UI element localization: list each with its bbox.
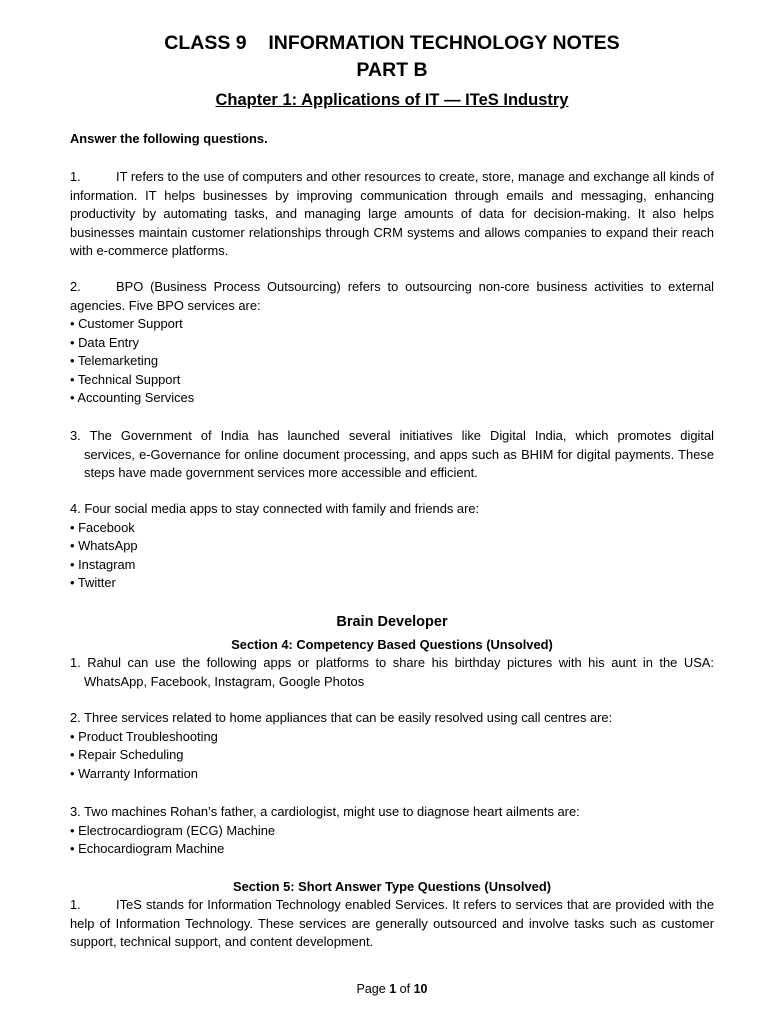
list-item: • Data Entry [70, 334, 139, 350]
answer-text: 3. Two machines Rohan’s father, a cardiologist, might use to diagnose heart ailments are: [70, 804, 580, 819]
section-5-answer-1 [70, 896, 714, 952]
chapter-heading-text: Chapter 1: Applications of IT — ITeS Industry [215, 91, 569, 109]
answer-text: 4. Four social media apps to stay connected with family and friends are: [70, 501, 480, 516]
answer-text: IT refers to the use of computers and other resources to create, store, manage and exchange all kinds of information. IT helps businesses by improving communication through emails and messaging, enhancing productivity by automating tasks, and managing large amounts of data for decision-making. It also helps businesses maintain customer relationships through CRM systems and allows companies to expand their reach with e-commerce platforms. [70, 169, 714, 258]
answer-number: 2. [70, 279, 81, 294]
answer-4 [70, 500, 714, 593]
list-item: • Accounting Services [70, 390, 195, 405]
answer-text: ITeS stands for Information Technology enabled Services. It refers to services that are provided with the help of Information Technology. These services are generally outsourced and involve tasks such as customer support, technical support, and content development. [70, 897, 714, 949]
list-item: • Repair Scheduling [70, 747, 184, 762]
list-item: • Electrocardiogram (ECG) Machine [70, 822, 276, 838]
page-label: Page [356, 982, 386, 996]
list-item: • Product Troubleshooting [70, 728, 218, 744]
document-subtitle: PART B [356, 59, 428, 81]
instructions: Answer the following questions. [70, 131, 268, 146]
section-4-answer-3 [70, 803, 714, 859]
chapter-heading [0, 89, 768, 111]
answer-number: 1. [70, 897, 81, 912]
list-item: • Warranty Information [70, 765, 198, 781]
answer-3 [70, 427, 714, 483]
list-item: • Twitter [70, 575, 116, 590]
answer-text: 2. Three services related to home appliances that can be easily resolved using call centres are: [70, 710, 613, 725]
list-item: • Echocardiogram Machine [70, 841, 225, 856]
section-4-answer-2 [70, 709, 714, 783]
list-item: • Technical Support [70, 371, 181, 387]
answer-2 [70, 278, 714, 315]
list-item: • Instagram [70, 556, 136, 572]
of-label: of [399, 982, 411, 996]
list-item: • WhatsApp [70, 538, 138, 553]
section-5-heading: Section 5: Short Answer Type Questions (Unsolved) [232, 879, 552, 894]
list-item: • Telemarketing [70, 353, 159, 368]
total-pages: 10 [413, 982, 428, 996]
answer-text-continued: WhatsApp, Facebook, Instagram, Google Photos [84, 673, 365, 689]
brain-developer-heading: Brain Developer [336, 614, 448, 630]
answer-text: 1. Rahul can use the following apps or platforms to share his birthday pictures with his aunt in the USA: [70, 655, 714, 670]
answer-number: 1. [70, 169, 81, 184]
bpo-services-list [70, 315, 714, 408]
page-number-footer [0, 981, 768, 997]
list-item: • Customer Support [70, 316, 183, 331]
list-item: • Facebook [70, 519, 135, 535]
current-page: 1 [389, 982, 397, 996]
answer-text-continued: services, e-Governance for online document processing, and apps such as BHIM for digital payments. These steps have made government services more accessible and efficient. [84, 446, 714, 480]
section-4-heading: Section 4: Competency Based Questions (Unsolved) [231, 637, 553, 652]
section-4-answer-1 [70, 654, 714, 691]
answer-text: BPO (Business Process Outsourcing) refers to outsourcing non-core business activities to external agencies. Five BPO services are: [70, 279, 714, 313]
answer-1 [70, 168, 714, 261]
answer-text: 3. The Government of India has launched several initiatives like Digital India, which promotes digital [70, 428, 714, 443]
document-title: CLASS 9 INFORMATION TECHNOLOGY NOTES [164, 32, 620, 54]
